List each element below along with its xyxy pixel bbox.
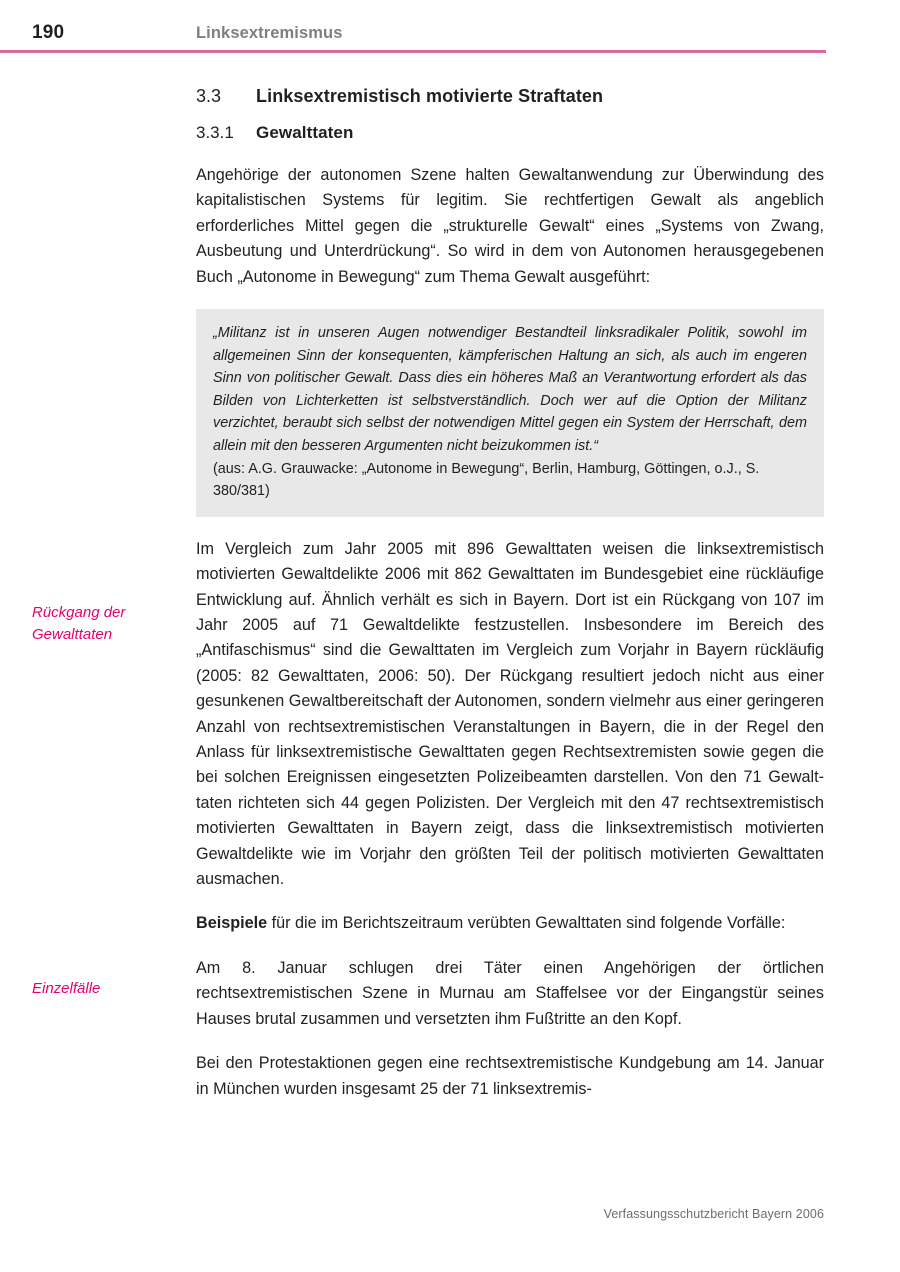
section-heading — [196, 86, 824, 107]
quotation-box — [196, 309, 824, 517]
quotation-source: (aus: A.G. Grauwacke: „Autonome in Bewegung“, Berlin, Hamburg, Göttingen, o.J., S. 380/381) — [213, 460, 760, 500]
section-number: 3.3 — [196, 86, 222, 106]
section-title: Linksextremistisch motivierte Straftaten — [256, 86, 604, 106]
margin-note-einzelfaelle: Einzelfälle — [32, 980, 101, 997]
header-rule — [0, 50, 826, 53]
paragraph-statistics: Im Vergleich zum Jahr 2005 mit 896 Gewalttaten weisen die linksextremistisch motivierten Gewaltdelikte 2006 mit 862 Gewalttaten im Bundesgebiet eine rückläufige Entwicklung auf. Ähnlich verhält es sich in Bayern. Dort ist ein Rückgang von 107 im Jahr 2005 auf 71 Gewaltdelikte festzustellen. Insbesondere im Bereich des „Antifaschismus“ sind die Gewalttaten im Vergleich zum Vorjahr in Bayern rückläufig (2005: 82 Gewalttaten, 2006: 50). Der Rückgang resultiert jedoch nicht aus einer gesunkenen Gewaltbereitschaft der Autonomen, sondern vielmehr aus einer geringeren Anzahl von rechtsextremistischen Veranstaltungen in Bayern, die in der Regel den Anlass für linksextremistische Gewalttaten gegen Rechtsextremisten sowie gegen die bei solchen Ereignissen eingesetzten Polizeibeamten darstellen. Von den 71 Gewalttaten richteten sich 44 gegen Polizisten. Der Vergleich mit den 47 rechtsextremistisch motivierten Gewalttaten in Bayern zeigt, dass die linksextremistisch motivierten Gewaltdelikte wie im Vorjahr den größten Teil der politisch motivierten Gewalttaten ausmachen. — [196, 539, 824, 889]
running-title: Linksextremismus — [196, 24, 343, 42]
paragraph-intro: Angehörige der autonomen Szene halten Gewaltanwendung zur Überwindung des kapitalistischen Systems für legitim. Sie rechtfertigen Gewalt als angeblich erforderliches Mittel gegen die „strukturelle Gewalt“ eines „Systems von Zwang, Ausbeutung und Unterdrückung“. So wird in dem von Autonomen herausgegebenen Buch „Autonome in Bewegung“ zum Thema Gewalt ausgeführt: — [196, 166, 824, 286]
examples-lead-rest: für die im Berichtszeitraum verübten Gewalttaten sind folgende Vorfälle: — [267, 914, 786, 933]
page-number: 190 — [32, 22, 65, 43]
subsection-title: Gewalttaten — [256, 123, 354, 142]
page-footer: Verfassungsschutzbericht Bayern 2006 — [603, 1207, 824, 1221]
subsection-heading — [196, 123, 824, 143]
quotation-text: „Militanz ist in unseren Augen notwendiger Bestandteil linksradikaler Politik, sowohl im allgemeinen Sinn der konsequenten, kämpferischen Haltung an sich, als auch im engeren Sinn von politischer Gewalt. Dass dies ein höheres Maß an Verantwortung erfordert als das Bilden von Lichterketten ist selbstverständlich. Doch wer auf die Option der Militanz verzichtet, beraubt sich selbst der notwendigen Mittel gegen ein System der Herrschaft, dem allein mit den besseren Argumenten nicht beizukommen ist.“ — [213, 325, 807, 454]
subsection-number: 3.3.1 — [196, 123, 234, 142]
paragraph-case-january-14: Bei den Protestaktionen gegen eine rechtsextremistische Kundgebung am 14. Januar in München wurden insgesamt 25 der 71 linksextremis- — [196, 1054, 824, 1098]
paragraph-examples-lead — [196, 911, 824, 936]
margin-note-rueckgang: Rückgang der Gewalttaten — [32, 604, 126, 643]
examples-lead-bold: Beispiele — [196, 914, 268, 933]
paragraph-case-january-8: Am 8. Januar schlugen drei Täter einen Angehörigen der örtlichen rechtsextremistischen Szene in Murnau am Staffelsee vor der Eingangstür seines Hauses brutal zusammen und versetzten ihm Fußtritte an den Kopf. — [196, 958, 824, 1028]
content-column — [196, 86, 824, 1102]
